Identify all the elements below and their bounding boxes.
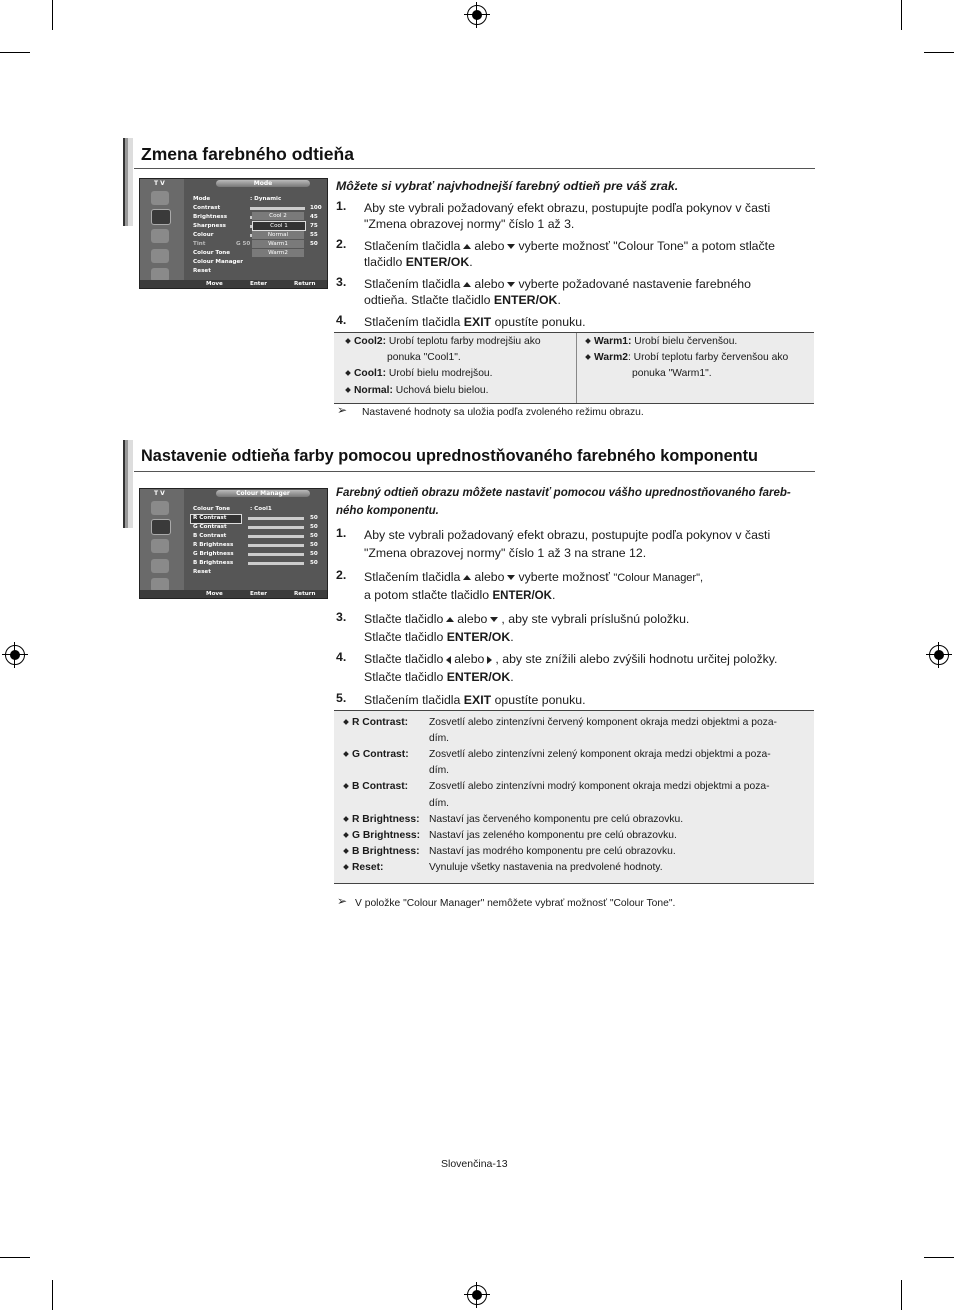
registration-mark-icon (467, 5, 487, 25)
exit-key: EXIT (463, 315, 492, 329)
step-fragment: , aby ste vybrali príslušnú položku. (501, 612, 690, 626)
info-term: Warm2 (594, 352, 628, 363)
enter-ok-key: ENTER/OK (493, 293, 558, 307)
note-text: Nastavené hodnoty sa uložia podľa zvoleného režimu obrazu. (362, 407, 644, 418)
tv-row: Tint (193, 241, 206, 247)
info-desc: Zosvetlí alebo zintenzívni zelený komponent okraja medzi objektmi a poza- (429, 749, 771, 760)
enter-ok-key: ENTER/OK (492, 590, 552, 602)
step-fragment: Stlačením tlačidla (364, 570, 461, 584)
step-fragment: odtieňa. Stlačte tlačidlo (364, 293, 491, 307)
tv-channel-icon (151, 249, 169, 263)
section-intro: Farebný odtieň obrazu môžete nastaviť pomocou vášho uprednostňovaného fareb- (336, 487, 791, 499)
crop-mark (901, 1280, 902, 1310)
note-arrow-icon: ➢ (337, 403, 348, 417)
down-arrow-icon (507, 244, 515, 249)
step-text (364, 568, 703, 587)
step-fragment: opustíte ponuku. (494, 693, 586, 707)
tv-tint-value: G 50 (236, 241, 251, 247)
tv-row: Contrast (193, 205, 221, 211)
bullet-icon (585, 338, 591, 344)
step-number: 4. (336, 313, 347, 327)
up-arrow-icon (463, 575, 471, 580)
info-item (584, 334, 737, 350)
step-fragment: a potom stlačte tlačidlo (364, 588, 490, 602)
info-desc-cont: dím. (429, 733, 450, 744)
tv-row: Mode (193, 196, 211, 202)
tv-input-icon (151, 501, 169, 515)
info-desc-cont: ponuka "Cool1". (387, 352, 461, 363)
tv-row: Colour (193, 232, 214, 238)
section-bar (123, 138, 133, 226)
tv-value: 50 (310, 515, 318, 521)
tv-slider (248, 562, 304, 565)
info-item (344, 366, 493, 382)
tv-value: 50 (310, 524, 318, 530)
note-text: V položke "Colour Manager" nemôžete vybrať možnosť "Colour Tone". (355, 898, 676, 909)
bullet-icon (343, 864, 349, 870)
tv-row: R Brightness (193, 542, 234, 548)
info-term (342, 812, 420, 828)
tv-slider (248, 535, 304, 538)
tv-bottom-bar (140, 590, 327, 598)
tv-sound-icon (151, 229, 169, 243)
step-fragment: Stlačením tlačidla (364, 693, 461, 707)
tv-slider (248, 517, 304, 520)
info-term: Warm1: (594, 336, 632, 347)
step-text (364, 253, 473, 271)
info-desc: Nastaví jas modrého komponentu pre celú obrazovku. (429, 846, 676, 857)
box-column-divider (576, 333, 577, 403)
step-fragment: Stlačením tlačidla (364, 277, 461, 291)
step-text: "Zmena obrazovej normy" číslo 1 až 3. (364, 217, 575, 231)
tv-row: Colour Manager (193, 259, 244, 265)
step-fragment: Stlačte tlačidlo (364, 630, 444, 644)
tv-row: G Contrast (193, 524, 227, 530)
step-fragment: . (510, 670, 514, 684)
step-number: 2. (336, 568, 347, 582)
step-fragment: Stlačte tlačidlo (364, 652, 444, 666)
info-desc: Zosvetlí alebo zintenzívni modrý komponent okraja medzi objektmi a poza- (429, 781, 770, 792)
tv-row: B Contrast (193, 533, 227, 539)
tv-option-selected: Cool 1 (252, 221, 306, 231)
step-fragment: vyberte možnosť (518, 570, 610, 584)
tv-bottom-bar (140, 280, 327, 288)
page-footer: Slovenčina-13 (441, 1158, 508, 1170)
tv-picture-icon (151, 209, 171, 225)
up-arrow-icon (446, 617, 454, 622)
step-text (364, 610, 689, 628)
info-item (344, 334, 541, 350)
tv-move-hint: Move (206, 591, 223, 597)
info-term: Cool2: (354, 336, 387, 347)
step-fragment: alebo (474, 277, 505, 291)
tv-return-hint: Return (294, 591, 316, 597)
step-fragment: Stlačte tlačidlo (364, 670, 444, 684)
bullet-icon (345, 338, 351, 344)
tv-value: 50 (310, 533, 318, 539)
tv-label: T V (154, 180, 165, 187)
tv-slider (248, 544, 304, 547)
info-desc: Uchová bielu bielou. (395, 385, 489, 396)
step-text (364, 313, 586, 331)
info-term-label: Reset: (352, 862, 384, 873)
tv-row: Sharpness (193, 223, 226, 229)
tv-row: B Brightness (193, 560, 234, 566)
enter-ok-key: ENTER/OK (446, 630, 511, 644)
step-number: 2. (336, 237, 347, 251)
tv-row: R Contrast (193, 515, 227, 521)
tv-value: 50 (310, 241, 318, 247)
registration-mark-icon (929, 645, 949, 665)
tv-option: Normal (252, 231, 304, 239)
tv-value: 75 (310, 223, 318, 229)
tv-sound-icon (151, 539, 169, 553)
section-title: Nastavenie odtieňa farby pomocou uprednostňovaného farebného komponentu (141, 447, 758, 465)
info-term-label: R Brightness: (352, 814, 420, 825)
section-divider (134, 471, 815, 472)
bullet-icon (343, 816, 349, 822)
tv-enter-hint: Enter (250, 281, 268, 287)
step-text (364, 291, 561, 309)
step-text: "Zmena obrazovej normy" číslo 1 až 3 na strane 12. (364, 546, 647, 560)
crop-mark (52, 1280, 53, 1310)
tv-tone-value: : Cool1 (250, 506, 272, 512)
step-fragment: alebo (474, 570, 505, 584)
step-text (364, 650, 777, 668)
info-desc: Urobí bielu červenšou. (634, 336, 738, 347)
info-desc: Urobí bielu modrejšou. (388, 368, 493, 379)
tv-option: Cool 2 (252, 212, 304, 220)
up-arrow-icon (463, 282, 471, 287)
crop-mark (924, 52, 954, 53)
tv-row: Reset (193, 268, 211, 274)
step-fragment: Stlačte tlačidlo (364, 612, 444, 626)
info-desc: Zosvetlí alebo zintenzívni červený komponent okraja medzi objektmi a poza- (429, 717, 777, 728)
step-fragment: , aby ste znížili alebo zvýšili hodnotu určitej položky. (495, 652, 778, 666)
info-term-label: G Brightness: (352, 830, 421, 841)
info-item (344, 383, 489, 399)
tv-menu-screenshot (139, 488, 328, 599)
step-fragment: "Colour Manager", (613, 572, 704, 584)
info-term (342, 828, 420, 844)
step-text: Aby ste vybrali požadovaný efekt obrazu, postupujte podľa pokynov v časti (364, 201, 771, 215)
info-desc-cont: dím. (429, 798, 450, 809)
section-intro: ného komponentu. (336, 505, 439, 517)
crop-mark (52, 0, 53, 30)
step-text (364, 586, 555, 605)
tv-slider (248, 553, 304, 556)
tv-channel-icon (151, 559, 169, 573)
up-arrow-icon (463, 244, 471, 249)
step-fragment: vyberte požadované nastavenie farebného (518, 277, 751, 291)
info-term (342, 747, 409, 763)
right-arrow-icon (487, 656, 492, 664)
section-bar (123, 440, 133, 528)
step-fragment: alebo (474, 239, 505, 253)
note-arrow-icon: ➢ (337, 894, 348, 908)
tv-value: 50 (310, 542, 318, 548)
enter-ok-key: ENTER/OK (446, 670, 511, 684)
tv-menu-screenshot (139, 178, 328, 289)
crop-mark (924, 1257, 954, 1258)
info-term (342, 860, 383, 876)
tv-mode-value: : Dynamic (250, 196, 282, 202)
step-number: 1. (336, 199, 347, 213)
step-fragment: alebo (457, 612, 488, 626)
down-arrow-icon (490, 617, 498, 622)
tv-input-icon (151, 191, 169, 205)
info-desc: Nastaví jas červeného komponentu pre celú obrazovku. (429, 814, 684, 825)
bullet-icon (343, 832, 349, 838)
step-number: 3. (336, 275, 347, 289)
tv-enter-hint: Enter (250, 591, 268, 597)
step-fragment: vyberte možnosť "Colour Tone" a potom stlačte (518, 239, 775, 253)
registration-mark-icon (5, 645, 25, 665)
step-fragment: opustíte ponuku. (494, 315, 586, 329)
info-desc: Urobí teplotu farby modrejšiu ako (388, 336, 541, 347)
crop-mark (901, 0, 902, 30)
step-number: 1. (336, 526, 347, 540)
tv-row: Colour Tone (193, 506, 231, 512)
bullet-icon (343, 751, 349, 757)
tv-row: G Brightness (193, 551, 234, 557)
tv-row: Colour Tone (193, 250, 231, 256)
tv-option: Warm1 (252, 240, 304, 248)
exit-key: EXIT (463, 693, 492, 707)
info-desc: Nastaví jas zeleného komponentu pre celú obrazovku. (429, 830, 677, 841)
left-arrow-icon (446, 656, 451, 664)
section-divider (134, 168, 815, 169)
info-term-label: B Contrast: (352, 781, 409, 792)
bullet-icon (343, 848, 349, 854)
info-term (342, 779, 408, 795)
step-text (364, 668, 514, 686)
info-item (584, 350, 788, 366)
tv-row: Brightness (193, 214, 228, 220)
crop-mark (0, 52, 30, 53)
tv-value: 45 (310, 214, 318, 220)
tv-return-hint: Return (294, 281, 316, 287)
step-fragment: . (551, 588, 556, 602)
step-text: Aby ste vybrali požadovaný efekt obrazu, postupujte podľa pokynov v časti (364, 528, 771, 542)
info-desc: : Urobí teplotu farby červenšou ako (627, 352, 789, 363)
enter-ok-key: ENTER/OK (405, 255, 470, 269)
info-desc-cont: ponuka "Warm1". (632, 368, 712, 379)
info-term-label: B Brightness: (352, 846, 420, 857)
tv-slider (250, 207, 305, 210)
section-intro: Môžete si vybrať najvhodnejší farebný odtieň pre váš zrak. (336, 179, 679, 193)
tv-value: 55 (310, 232, 318, 238)
bullet-icon (343, 719, 349, 725)
step-number: 5. (336, 691, 347, 705)
step-fragment: tlačidlo (364, 255, 403, 269)
bullet-icon (585, 354, 591, 360)
step-number: 4. (336, 650, 347, 664)
step-text (364, 628, 514, 646)
info-desc-cont: dím. (429, 765, 450, 776)
registration-mark-icon (467, 1285, 487, 1305)
bullet-icon (343, 783, 349, 789)
info-term: Normal: (354, 385, 393, 396)
step-number: 3. (336, 610, 347, 624)
step-fragment: . (557, 293, 561, 307)
step-fragment: alebo (454, 652, 485, 666)
down-arrow-icon (507, 282, 515, 287)
step-fragment: Stlačením tlačidla (364, 239, 461, 253)
tv-option: Warm2 (252, 249, 304, 257)
tv-menu-title: Mode (216, 180, 310, 187)
tv-label: T V (154, 490, 165, 497)
crop-mark (0, 1257, 30, 1258)
tv-move-hint: Move (206, 281, 223, 287)
tv-slider (248, 526, 304, 529)
info-term (342, 715, 408, 731)
tv-picture-icon (151, 519, 171, 535)
info-term: Cool1: (354, 368, 387, 379)
tv-menu-title: Colour Manager (216, 490, 310, 497)
step-text (364, 691, 586, 709)
step-fragment: . (469, 255, 473, 269)
bullet-icon (345, 387, 351, 393)
tv-value: 50 (310, 551, 318, 557)
down-arrow-icon (507, 575, 515, 580)
step-fragment: . (510, 630, 514, 644)
tv-value: 50 (310, 560, 318, 566)
tv-value: 100 (310, 205, 322, 211)
info-term (342, 844, 420, 860)
bullet-icon (345, 370, 351, 376)
step-fragment: Stlačením tlačidla (364, 315, 461, 329)
info-term-label: G Contrast: (352, 749, 409, 760)
section-title: Zmena farebného odtieňa (141, 144, 354, 164)
info-term-label: R Contrast: (352, 717, 409, 728)
tv-row: Reset (193, 569, 211, 575)
info-desc: Vynuluje všetky nastavenia na predvolené hodnoty. (429, 862, 663, 873)
